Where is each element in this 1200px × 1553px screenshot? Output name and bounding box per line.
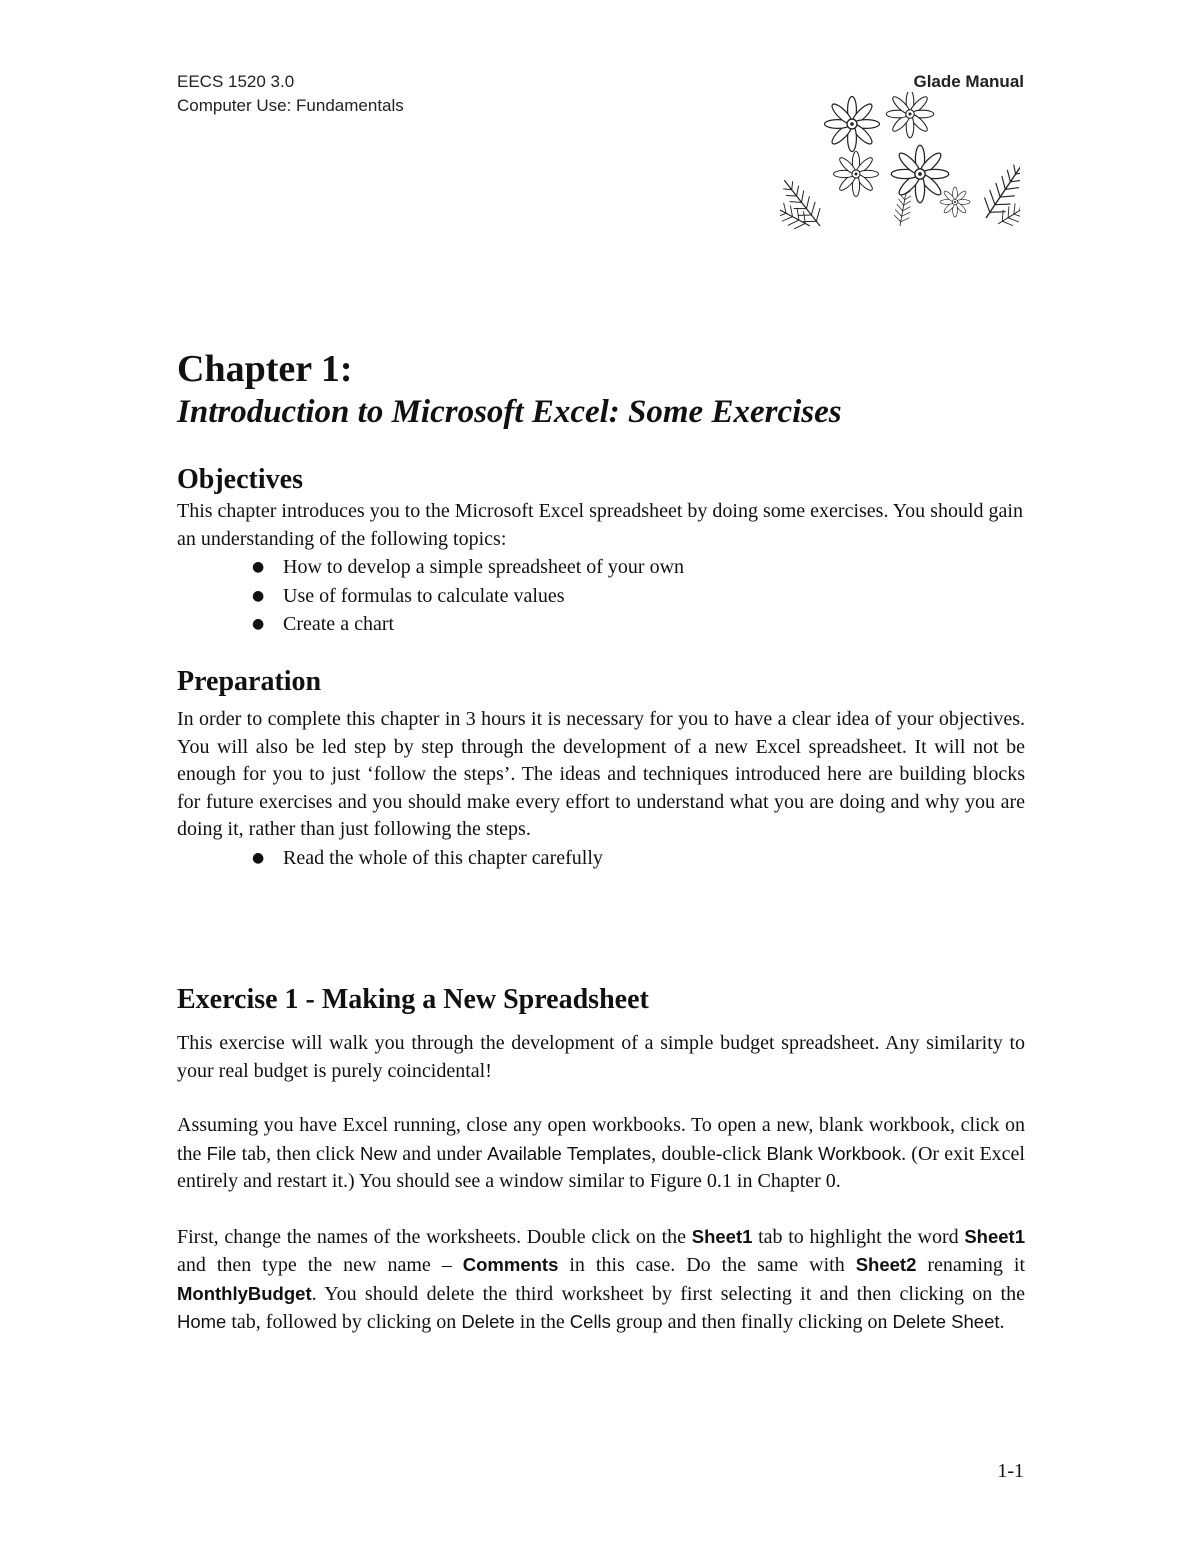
list-item (177, 553, 1025, 582)
preparation-list (177, 844, 1025, 873)
chapter-subtitle: Introduction to Microsoft Excel: Some Exercises (177, 394, 842, 430)
course-name: Computer Use: Fundamentals (177, 96, 404, 115)
manual-title: Glade Manual (913, 72, 1024, 91)
bullet-icon: ● (252, 849, 265, 866)
monthlybudget-ref: MonthlyBudget (177, 1282, 312, 1304)
bullet-icon: ● (252, 616, 265, 632)
available-templates-ref: Available Templates (487, 1142, 652, 1164)
chapter-title: Chapter 1: (177, 348, 353, 390)
sheet1-ref: Sheet1 (691, 1225, 753, 1247)
exercise-1-instructions: Assuming you have Excel running, close any open workbooks. To open a new, blank workbook, click on the File tab, then click New and under Available Templates, double-click Blank Workbook. (Or exit Excel entirely and restart it.) You should see a window similar to Figure 0.1 in Chapter 0. (177, 1114, 1025, 1192)
list-item-text: Use of formulas to calculate values (283, 584, 565, 607)
new-command-ref: New (360, 1142, 398, 1164)
sheet1-ref: Sheet1 (964, 1225, 1025, 1247)
objectives-section (177, 462, 1025, 639)
floral-illustration-icon (780, 92, 1020, 230)
exercise-1-intro: This exercise will walk you through the development of a simple budget spreadsheet. Any similarity to your real budget is purely coincidental! (177, 1032, 1025, 1082)
exercise-1-rename-sheets: First, change the names of the worksheets. Double click on the Sheet1 tab to highlight the word Sheet1 and then type the new name – Comments in this case. Do the same with Sheet2 renaming it MonthlyBudget. You should delete the third worksheet by first selecting it and then clicking on the Home tab, followed by clicking on Delete in the Cells group and then finally clicking on Delete Sheet. (177, 1225, 1026, 1333)
objectives-list (177, 553, 1025, 639)
preparation-section (177, 664, 1025, 872)
page-number: 1-1 (997, 1460, 1024, 1482)
delete-sheet-ref: Delete Sheet (892, 1311, 1000, 1332)
objectives-heading: Objectives (177, 464, 303, 495)
list-item-text: Read the whole of this chapter carefully (283, 846, 603, 869)
preparation-heading: Preparation (177, 666, 322, 697)
bullet-icon: ● (252, 587, 265, 604)
blank-workbook-ref: Blank Workbook (766, 1142, 902, 1164)
list-item (177, 844, 1025, 873)
bullet-icon: ● (252, 559, 265, 575)
list-item (177, 610, 1025, 639)
preparation-body: In order to complete this chapter in 3 hours it is necessary for you to have a clear idea of your objectives. You will also be led step by step through the development of a new Excel spreadsheet. It will not be enough for you to just ‘follow the steps’. The ideas and techniques introduced here are building blocks for future exercises and you should make every effort to understand what you are doing and why you are doing it, rather than just following the steps. (177, 708, 1025, 840)
list-item (177, 582, 1025, 611)
delete-command-ref: Delete (461, 1311, 515, 1332)
list-item-text: How to develop a simple spreadsheet of your own (283, 556, 685, 578)
comments-ref: Comments (462, 1254, 559, 1275)
cells-group-ref: Cells (569, 1311, 611, 1332)
exercise-1-section (177, 982, 1025, 1337)
objectives-intro: This chapter introduces you to the Microsoft Excel spreadsheet by doing some exercises. You should gain an understanding of the following topics: (177, 500, 1023, 550)
list-item-text: Create a chart (283, 613, 395, 635)
exercise-1-heading: Exercise 1 - Making a New Spreadsheet (177, 984, 649, 1015)
home-tab-ref: Home (177, 1311, 227, 1332)
sheet2-ref: Sheet2 (855, 1254, 917, 1275)
file-tab-ref: File (206, 1142, 237, 1164)
running-header-left (177, 70, 404, 118)
course-code: EECS 1520 3.0 (177, 72, 295, 91)
